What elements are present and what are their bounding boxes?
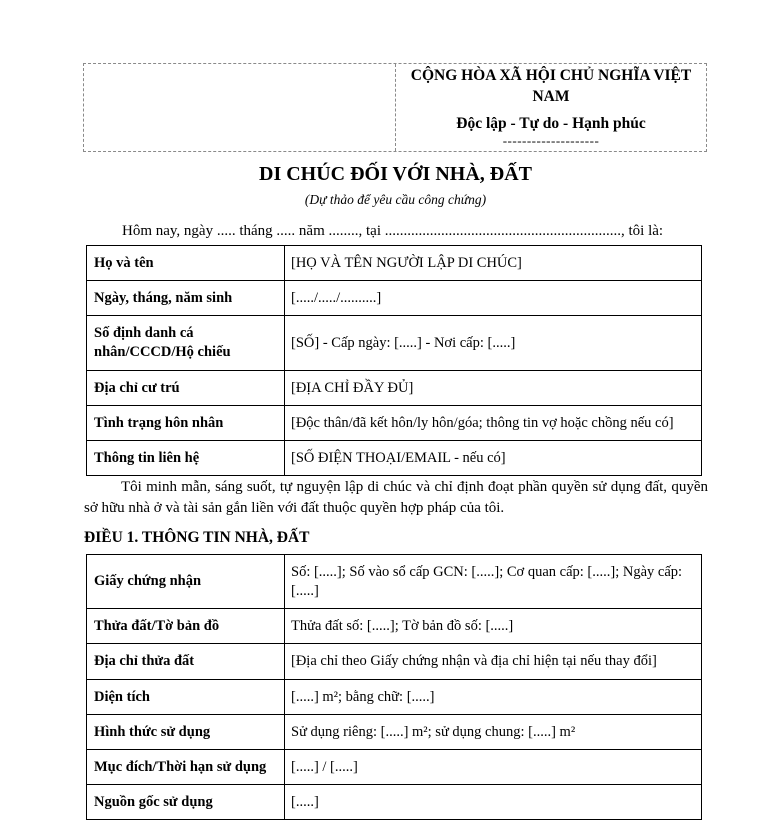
nation-title: CỘNG HÒA XÃ HỘI CHỦ NGHĨA VIỆT NAM — [410, 67, 692, 105]
row-label: Tình trạng hôn nhân — [87, 406, 285, 441]
row-value: Thửa đất số: [.....]; Tờ bản đồ số: [.....] — [285, 609, 702, 644]
section-1-heading: ĐIỀU 1. THÔNG TIN NHÀ, ĐẤT — [84, 529, 310, 546]
row-label: Thông tin liên hệ — [87, 441, 285, 476]
row-label: Nguồn gốc sử dụng — [87, 785, 285, 820]
document-subtitle: (Dự thảo để yêu cầu công chứng) — [304, 192, 487, 207]
row-value: [ĐỊA CHỈ ĐẦY ĐỦ] — [285, 371, 702, 406]
table-row — [87, 316, 702, 371]
table-row — [87, 785, 702, 820]
row-label: Địa chỉ thửa đất — [87, 644, 285, 680]
row-value: [.....] — [285, 785, 702, 820]
row-label: Họ và tên — [87, 246, 285, 281]
intro-line: Hôm nay, ngày ..... tháng ..... năm ........, tại ..............................................................., tôi là: — [122, 223, 664, 239]
row-label: Mục đích/Thời hạn sử dụng — [87, 750, 285, 785]
header-right — [396, 64, 706, 151]
row-value: [.....] m²; bằng chữ: [.....] — [285, 680, 702, 715]
row-value: [SỐ ĐIỆN THOẠI/EMAIL - nếu có] — [285, 441, 702, 476]
table-row — [87, 555, 702, 609]
document-title: DI CHÚC ĐỐI VỚI NHÀ, ĐẤT — [259, 163, 532, 185]
row-label: Số định danh cá nhân/CCCD/Hộ chiếu — [87, 316, 285, 371]
row-label: Thửa đất/Tờ bản đồ — [87, 609, 285, 644]
table-row — [87, 406, 702, 441]
row-label: Giấy chứng nhận — [87, 555, 285, 609]
row-value: [SỐ] - Cấp ngày: [.....] - Nơi cấp: [.....] — [285, 316, 702, 371]
table-row — [87, 680, 702, 715]
table-row — [87, 246, 702, 281]
header-left-blank — [84, 64, 396, 151]
row-label: Ngày, tháng, năm sinh — [87, 281, 285, 316]
table-row — [87, 715, 702, 750]
row-label: Hình thức sử dụng — [87, 715, 285, 750]
row-value: [HỌ VÀ TÊN NGƯỜI LẬP DI CHÚC] — [285, 246, 702, 281]
row-value: Số: [.....]; Số vào sổ cấp GCN: [.....]; Cơ quan cấp: [.....]; Ngày cấp: [.....] — [285, 555, 702, 609]
declaration-paragraph: Tôi minh mẫn, sáng suốt, tự nguyện lập di chúc và chỉ định đoạt phần quyền sử dụng đất, quyền sở hữu nhà ở và tài sản gắn liền với đất thuộc quyền hợp pháp của tôi. — [84, 479, 708, 516]
row-label: Địa chỉ cư trú — [87, 371, 285, 406]
header-separator: -------------------- — [502, 133, 600, 148]
testator-info-table — [86, 245, 702, 476]
row-value: [Địa chỉ theo Giấy chứng nhận và địa chỉ hiện tại nếu thay đổi] — [285, 644, 702, 680]
row-value: Sử dụng riêng: [.....] m²; sử dụng chung: [.....] m² — [285, 715, 702, 750]
national-header — [83, 63, 707, 152]
table-row — [87, 644, 702, 680]
property-info-table — [86, 554, 702, 820]
table-row — [87, 281, 702, 316]
table-row — [87, 371, 702, 406]
motto: Độc lập - Tự do - Hạnh phúc — [456, 115, 646, 132]
table-row — [87, 441, 702, 476]
row-value: [...../...../..........] — [285, 281, 702, 316]
table-row — [87, 609, 702, 644]
row-value: [.....] / [.....] — [285, 750, 702, 785]
table-row — [87, 750, 702, 785]
row-label: Diện tích — [87, 680, 285, 715]
row-value: [Độc thân/đã kết hôn/ly hôn/góa; thông tin vợ hoặc chồng nếu có] — [285, 406, 702, 441]
